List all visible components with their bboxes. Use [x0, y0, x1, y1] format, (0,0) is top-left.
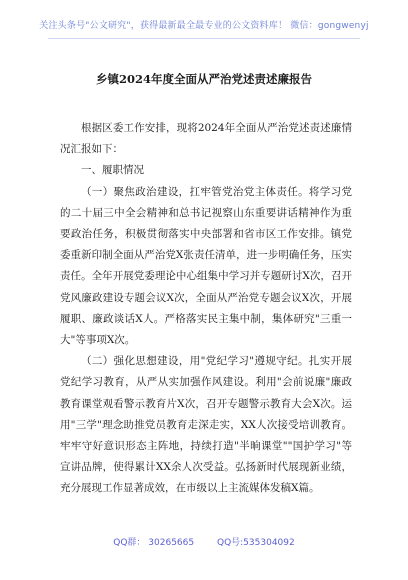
intro-paragraph: 根据区委工作安排，现将2024年全面从严治党述责述廉情况汇报如下：	[60, 122, 352, 156]
document-title: 乡镇2024年度全面从严治党述责述廉报告	[95, 72, 312, 86]
footer-qq-number: QQ号:535304092	[216, 538, 295, 548]
footer-qq-group: QQ群： 30265665	[113, 538, 195, 548]
document-body	[60, 118, 352, 500]
footer-contact	[0, 535, 408, 548]
body-paragraph-political: （一）聚焦政治建设，扛牢管党治党主体责任。将学习党的二十届三中全会精神和总书记视察山东重要讲话精神作为重要政治任务，积极贯彻落实中央部署和省市区工作安排。镇党委重新印制全面从严治党X张责任清单，进一步明确任务，压实责任。全年开展党委理论中心组集中学习并专题研讨X次，召开党风廉政建设专题会议X次，全面从严治党专题会议X次，开展履职、廉政谈话X人。严格落实民主集中制，集体研究"三重一大"等事项X次。	[60, 185, 352, 347]
body-paragraph-ideological: （二）强化思想建设，用"党纪学习"遵规守纪。扎实开展党纪学习教育，从严从实加强作风建设。利用"会前说廉"廉政教育课堂观看警示教育片X次，召开专题警示教育大会X次。运用"三学"理念助推党员教育走深走实，XX人次接受培训教育。牢牢守好意识形态主阵地，持续打造"半晌课堂""国护学习"等宣讲品牌，使得累计XX余人次受益。弘扬新时代展现新业绩，充分展现工作显著成效，在市级以上主流媒体发稿X篇。	[60, 355, 352, 495]
header-divider	[48, 38, 360, 39]
section-heading: 一、履职情况	[81, 164, 144, 177]
header-note: 关注头条号"公文研究"，获得最新最全最专业的公文资料库！ 微信：gongwenyj	[39, 21, 369, 31]
